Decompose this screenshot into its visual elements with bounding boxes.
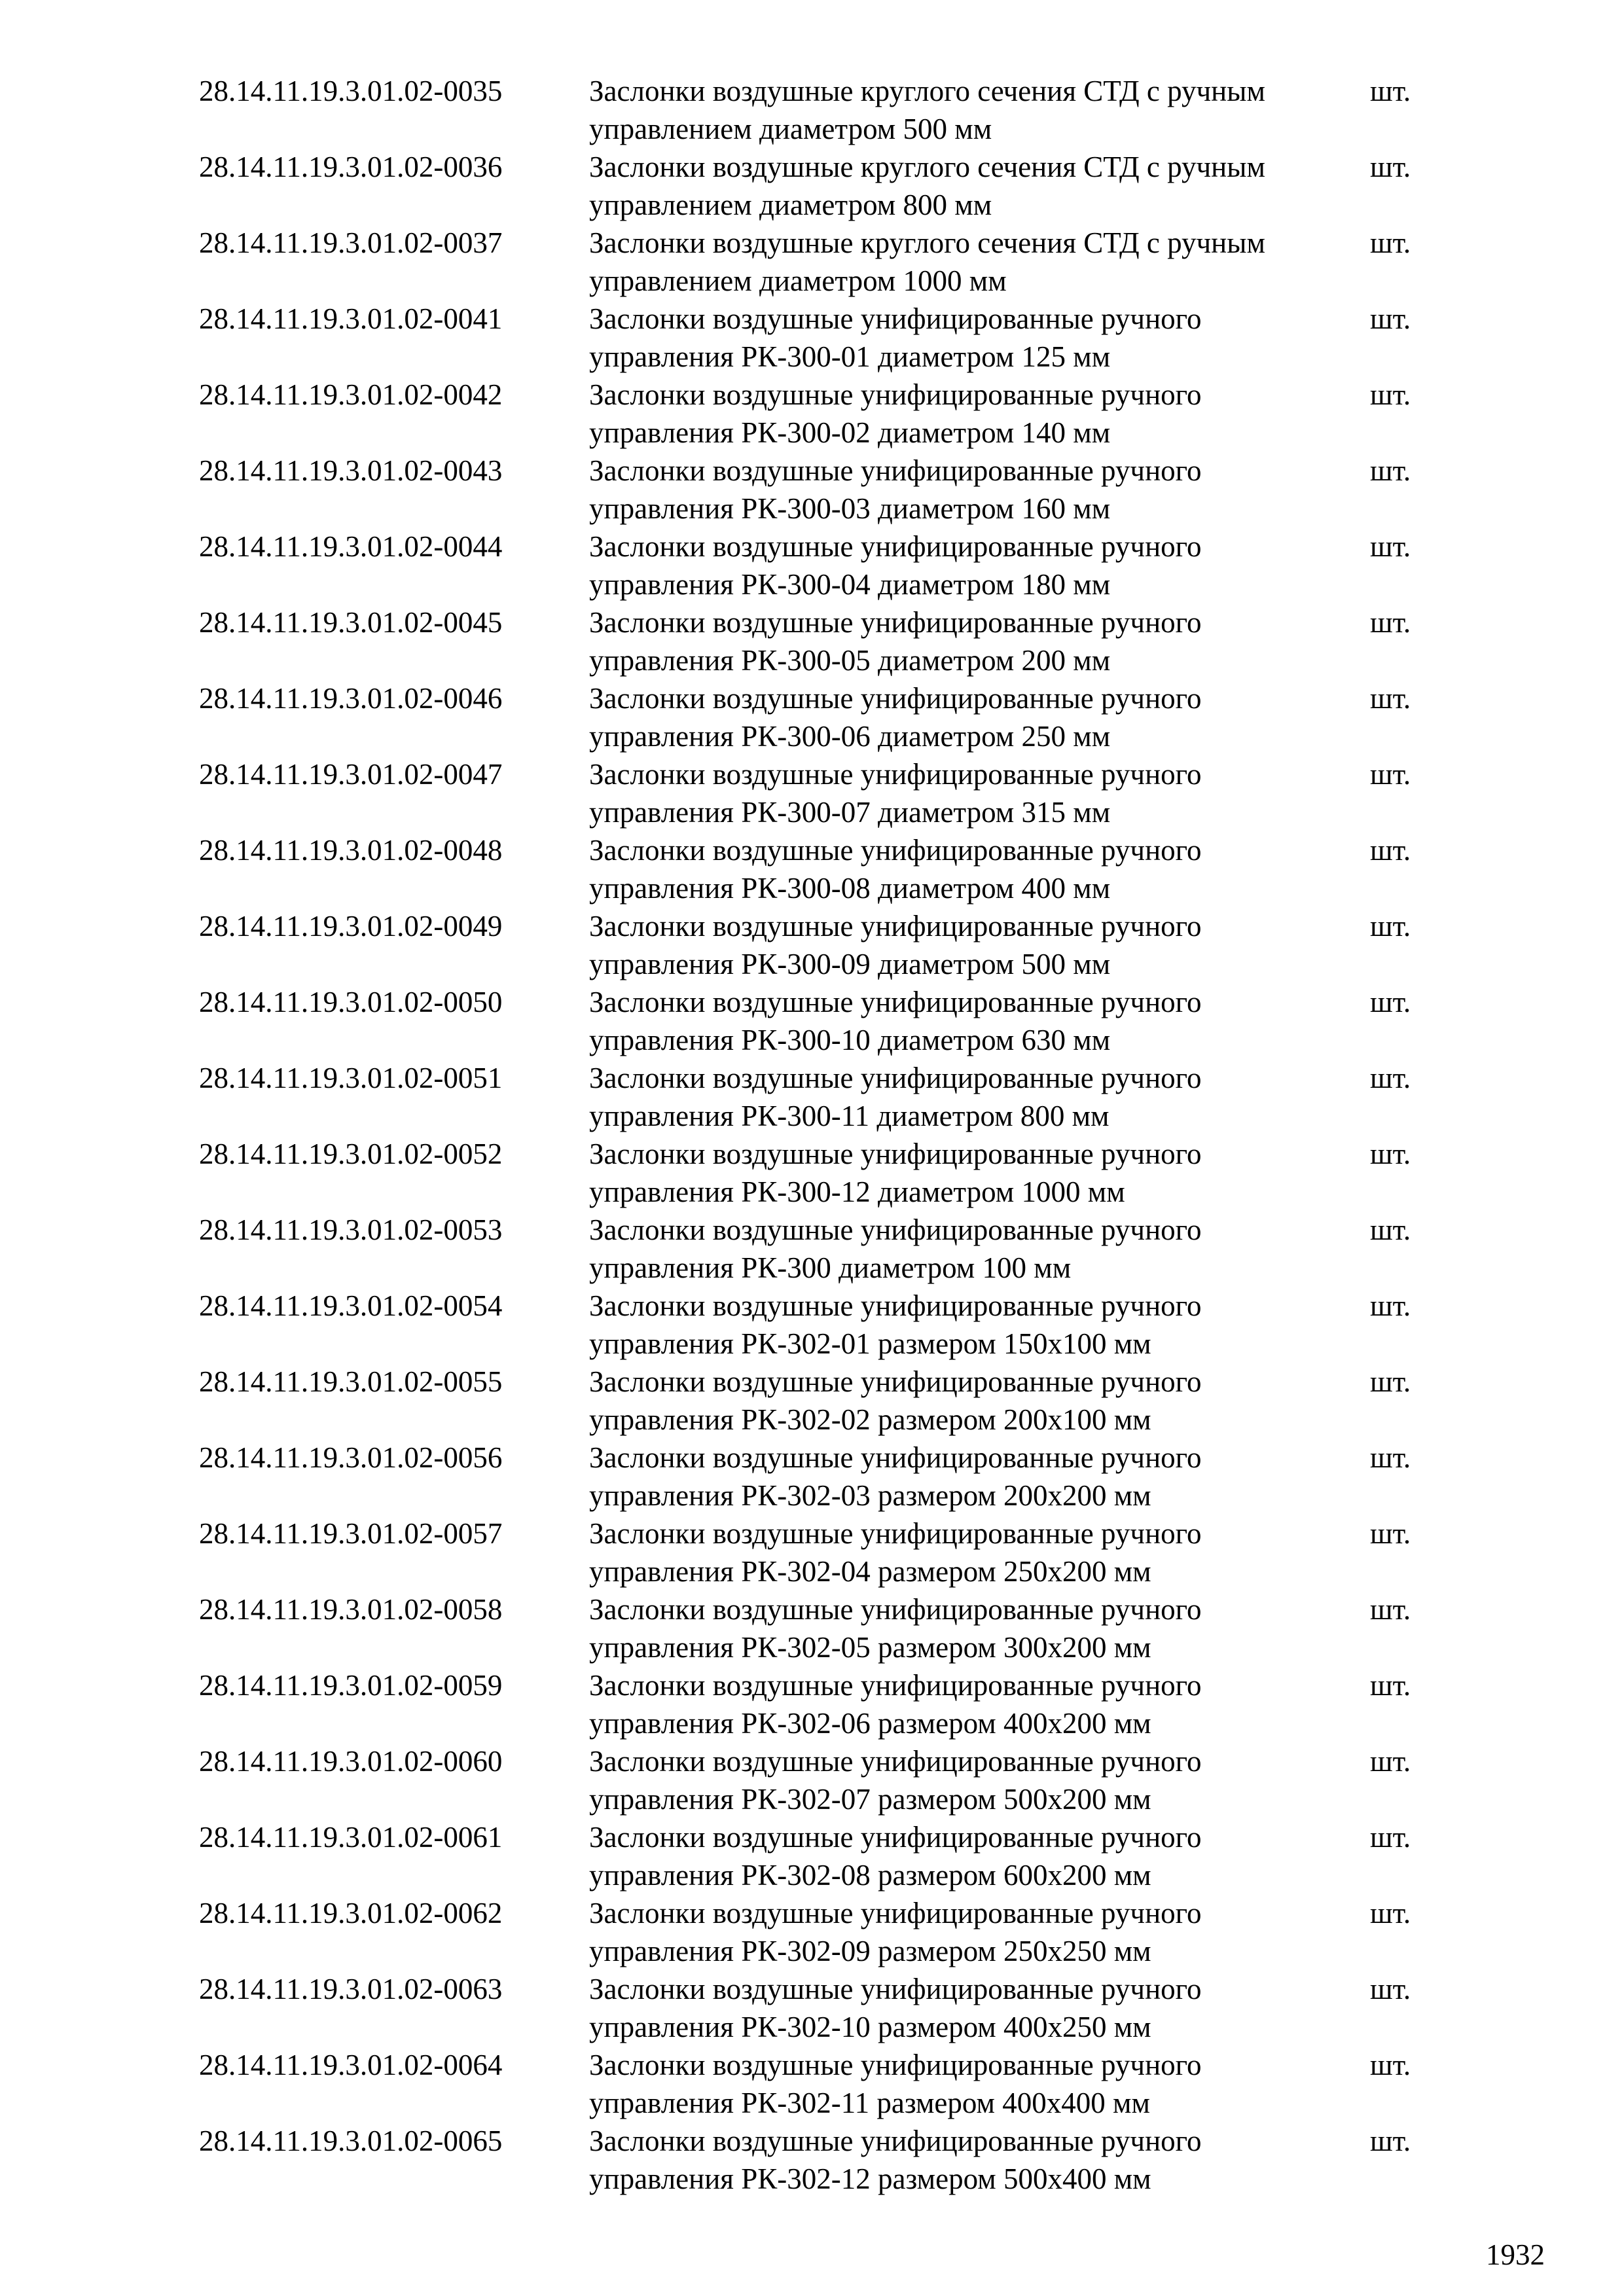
resource-code: 28.14.11.19.3.01.02-0052 [199, 1138, 503, 1170]
resource-code: 28.14.11.19.3.01.02-0042 [199, 378, 503, 411]
table-row [0, 1666, 1624, 1742]
description-line: Заслонки воздушные унифицированные ручного [589, 1897, 1202, 1929]
description-line: управления РК-300-11 диаметром 800 мм [589, 1100, 1110, 1132]
resource-description [589, 376, 1362, 452]
resource-description [589, 1287, 1362, 1363]
description-line: управления РК-300-02 диаметром 140 мм [589, 416, 1111, 449]
resource-code: 28.14.11.19.3.01.02-0054 [199, 1289, 503, 1322]
resource-description [589, 1818, 1362, 1894]
description-line: управления РК-302-09 размером 250х250 мм [589, 1935, 1151, 1967]
resource-code: 28.14.11.19.3.01.02-0048 [199, 834, 503, 867]
unit-of-measure: шт. [1370, 302, 1411, 335]
table-row [0, 148, 1624, 224]
table-row [0, 1287, 1624, 1363]
resource-code: 28.14.11.19.3.01.02-0047 [199, 758, 503, 791]
unit-of-measure: шт. [1370, 1138, 1411, 1170]
resource-code: 28.14.11.19.3.01.02-0055 [199, 1365, 503, 1398]
description-line: управления РК-302-05 размером 300х200 мм [589, 1631, 1151, 1664]
unit-of-measure: шт. [1370, 1897, 1411, 1929]
resource-description [589, 72, 1362, 148]
description-line: Заслонки воздушные унифицированные ручного [589, 986, 1202, 1018]
resource-code: 28.14.11.19.3.01.02-0049 [199, 910, 503, 942]
resource-description [589, 1894, 1362, 1970]
description-line: управления РК-300-05 диаметром 200 мм [589, 644, 1111, 677]
description-line: управления РК-300-07 диаметром 315 мм [589, 796, 1111, 829]
description-line: управления РК-302-10 размером 400х250 мм [589, 2011, 1151, 2043]
description-line: управления РК-300-03 диаметром 160 мм [589, 492, 1111, 525]
description-line: Заслонки воздушные унифицированные ручного [589, 758, 1202, 791]
resource-description [589, 1742, 1362, 1818]
resource-description [589, 907, 1362, 983]
unit-of-measure: шт. [1370, 75, 1411, 107]
unit-of-measure: шт. [1370, 1213, 1411, 1246]
description-line: управления РК-300-12 диаметром 1000 мм [589, 1175, 1125, 1208]
description-line: Заслонки воздушные унифицированные ручного [589, 1517, 1202, 1550]
resource-description [589, 831, 1362, 907]
unit-of-measure: шт. [1370, 986, 1411, 1018]
resource-description [589, 2122, 1362, 2198]
resource-code: 28.14.11.19.3.01.02-0043 [199, 454, 503, 487]
table-row [0, 755, 1624, 831]
resource-description [589, 1590, 1362, 1666]
table-row [0, 1818, 1624, 1894]
description-line: Заслонки воздушные унифицированные ручного [589, 1441, 1202, 1474]
description-line: управления РК-300-06 диаметром 250 мм [589, 720, 1111, 753]
table-row [0, 72, 1624, 148]
description-line: Заслонки воздушные унифицированные ручного [589, 378, 1202, 411]
page-number: 1932 [1486, 2238, 1545, 2271]
resource-code: 28.14.11.19.3.01.02-0061 [199, 1821, 503, 1854]
description-line: Заслонки воздушные унифицированные ручного [589, 1213, 1202, 1246]
unit-of-measure: шт. [1370, 1062, 1411, 1094]
description-line: управления РК-302-03 размером 200х200 мм [589, 1479, 1151, 1512]
resource-code: 28.14.11.19.3.01.02-0063 [199, 1973, 503, 2005]
description-line: Заслонки воздушные унифицированные ручного [589, 834, 1202, 867]
unit-of-measure: шт. [1370, 1593, 1411, 1626]
description-line: управления РК-302-02 размером 200х100 мм [589, 1403, 1151, 1436]
description-line: Заслонки воздушные унифицированные ручного [589, 1669, 1202, 1702]
unit-of-measure: шт. [1370, 2125, 1411, 2157]
table-row [0, 1211, 1624, 1287]
description-line: Заслонки воздушные унифицированные ручного [589, 1062, 1202, 1094]
description-line: Заслонки воздушные унифицированные ручного [589, 910, 1202, 942]
unit-of-measure: шт. [1370, 834, 1411, 867]
unit-of-measure: шт. [1370, 1669, 1411, 1702]
description-line: Заслонки воздушные унифицированные ручного [589, 1821, 1202, 1854]
resource-code: 28.14.11.19.3.01.02-0065 [199, 2125, 503, 2157]
resource-description [589, 1439, 1362, 1515]
unit-of-measure: шт. [1370, 1973, 1411, 2005]
table-row [0, 1742, 1624, 1818]
resource-description [589, 1059, 1362, 1135]
unit-of-measure: шт. [1370, 151, 1411, 183]
resource-code: 28.14.11.19.3.01.02-0064 [199, 2049, 503, 2081]
description-line: Заслонки воздушные унифицированные ручного [589, 1593, 1202, 1626]
resource-description [589, 528, 1362, 603]
description-line: управлением диаметром 800 мм [589, 188, 992, 221]
resource-code: 28.14.11.19.3.01.02-0060 [199, 1745, 503, 1778]
description-line: управления РК-300-09 диаметром 500 мм [589, 948, 1111, 980]
table-row [0, 1515, 1624, 1590]
description-line: Заслонки воздушные унифицированные ручного [589, 606, 1202, 639]
description-line: управления РК-300-10 диаметром 630 мм [589, 1024, 1111, 1056]
description-line: Заслонки воздушные унифицированные ручного [589, 530, 1202, 563]
resource-description [589, 300, 1362, 376]
resource-description [589, 148, 1362, 224]
description-line: Заслонки воздушные унифицированные ручного [589, 2049, 1202, 2081]
resource-code: 28.14.11.19.3.01.02-0051 [199, 1062, 503, 1094]
table-row [0, 1059, 1624, 1135]
unit-of-measure: шт. [1370, 758, 1411, 791]
unit-of-measure: шт. [1370, 454, 1411, 487]
resource-description [589, 1363, 1362, 1439]
unit-of-measure: шт. [1370, 1745, 1411, 1778]
description-line: Заслонки воздушные унифицированные ручного [589, 302, 1202, 335]
resource-description [589, 755, 1362, 831]
table-row [0, 603, 1624, 679]
table-row [0, 300, 1624, 376]
table-row [0, 983, 1624, 1059]
resource-description [589, 983, 1362, 1059]
resource-description [589, 2046, 1362, 2122]
resource-code: 28.14.11.19.3.01.02-0037 [199, 226, 503, 259]
description-line: Заслонки воздушные унифицированные ручного [589, 1365, 1202, 1398]
description-line: управления РК-302-12 размером 500х400 мм [589, 2162, 1151, 2195]
description-line: Заслонки воздушные унифицированные ручного [589, 1138, 1202, 1170]
resource-description [589, 1515, 1362, 1590]
resource-description [589, 603, 1362, 679]
unit-of-measure: шт. [1370, 2049, 1411, 2081]
unit-of-measure: шт. [1370, 1821, 1411, 1854]
table-row [0, 2046, 1624, 2122]
table-row [0, 528, 1624, 603]
unit-of-measure: шт. [1370, 1441, 1411, 1474]
resource-description [589, 1970, 1362, 2046]
resource-code: 28.14.11.19.3.01.02-0050 [199, 986, 503, 1018]
resource-code: 28.14.11.19.3.01.02-0035 [199, 75, 503, 107]
unit-of-measure: шт. [1370, 1365, 1411, 1398]
description-line: управления РК-300-08 диаметром 400 мм [589, 872, 1111, 905]
resource-description [589, 1135, 1362, 1211]
description-line: управлением диаметром 500 мм [589, 113, 992, 145]
resource-description [589, 679, 1362, 755]
unit-of-measure: шт. [1370, 1517, 1411, 1550]
description-line: Заслонки воздушные круглого сечения СТД с ручным [589, 151, 1265, 183]
description-line: управления РК-302-07 размером 500х200 мм [589, 1783, 1151, 1816]
description-line: Заслонки воздушные унифицированные ручного [589, 682, 1202, 715]
table-row [0, 452, 1624, 528]
resource-code: 28.14.11.19.3.01.02-0057 [199, 1517, 503, 1550]
table-row [0, 907, 1624, 983]
table-row [0, 831, 1624, 907]
description-line: управления РК-300-04 диаметром 180 мм [589, 568, 1111, 601]
table-row [0, 1135, 1624, 1211]
resource-table [0, 72, 1624, 2198]
resource-code: 28.14.11.19.3.01.02-0044 [199, 530, 503, 563]
description-line: Заслонки воздушные унифицированные ручного [589, 1745, 1202, 1778]
table-row [0, 1894, 1624, 1970]
resource-description [589, 452, 1362, 528]
description-line: управления РК-300-01 диаметром 125 мм [589, 340, 1111, 373]
resource-description [589, 1211, 1362, 1287]
description-line: управления РК-302-11 размером 400х400 мм [589, 2087, 1150, 2119]
table-row [0, 1363, 1624, 1439]
unit-of-measure: шт. [1370, 682, 1411, 715]
resource-code: 28.14.11.19.3.01.02-0045 [199, 606, 503, 639]
unit-of-measure: шт. [1370, 910, 1411, 942]
description-line: управления РК-302-08 размером 600х200 мм [589, 1859, 1151, 1892]
description-line: управления РК-302-06 размером 400х200 мм [589, 1707, 1151, 1740]
unit-of-measure: шт. [1370, 530, 1411, 563]
description-line: управлением диаметром 1000 мм [589, 264, 1007, 297]
description-line: управления РК-302-01 размером 150х100 мм [589, 1327, 1151, 1360]
resource-code: 28.14.11.19.3.01.02-0036 [199, 151, 503, 183]
unit-of-measure: шт. [1370, 226, 1411, 259]
resource-description [589, 1666, 1362, 1742]
description-line: Заслонки воздушные унифицированные ручного [589, 1973, 1202, 2005]
description-line: Заслонки воздушные унифицированные ручного [589, 454, 1202, 487]
table-row [0, 224, 1624, 300]
unit-of-measure: шт. [1370, 606, 1411, 639]
resource-code: 28.14.11.19.3.01.02-0062 [199, 1897, 503, 1929]
description-line: Заслонки воздушные круглого сечения СТД с ручным [589, 75, 1265, 107]
resource-code: 28.14.11.19.3.01.02-0056 [199, 1441, 503, 1474]
unit-of-measure: шт. [1370, 1289, 1411, 1322]
table-row [0, 2122, 1624, 2198]
description-line: Заслонки воздушные унифицированные ручного [589, 1289, 1202, 1322]
resource-code: 28.14.11.19.3.01.02-0041 [199, 302, 503, 335]
resource-description [589, 224, 1362, 300]
description-line: управления РК-302-04 размером 250х200 мм [589, 1555, 1151, 1588]
description-line: Заслонки воздушные круглого сечения СТД с ручным [589, 226, 1265, 259]
table-row [0, 1439, 1624, 1515]
resource-code: 28.14.11.19.3.01.02-0046 [199, 682, 503, 715]
resource-code: 28.14.11.19.3.01.02-0053 [199, 1213, 503, 1246]
resource-code: 28.14.11.19.3.01.02-0059 [199, 1669, 503, 1702]
table-row [0, 1970, 1624, 2046]
unit-of-measure: шт. [1370, 378, 1411, 411]
table-row [0, 679, 1624, 755]
description-line: Заслонки воздушные унифицированные ручного [589, 2125, 1202, 2157]
resource-code: 28.14.11.19.3.01.02-0058 [199, 1593, 503, 1626]
table-row [0, 1590, 1624, 1666]
description-line: управления РК-300 диаметром 100 мм [589, 1251, 1072, 1284]
table-row [0, 376, 1624, 452]
